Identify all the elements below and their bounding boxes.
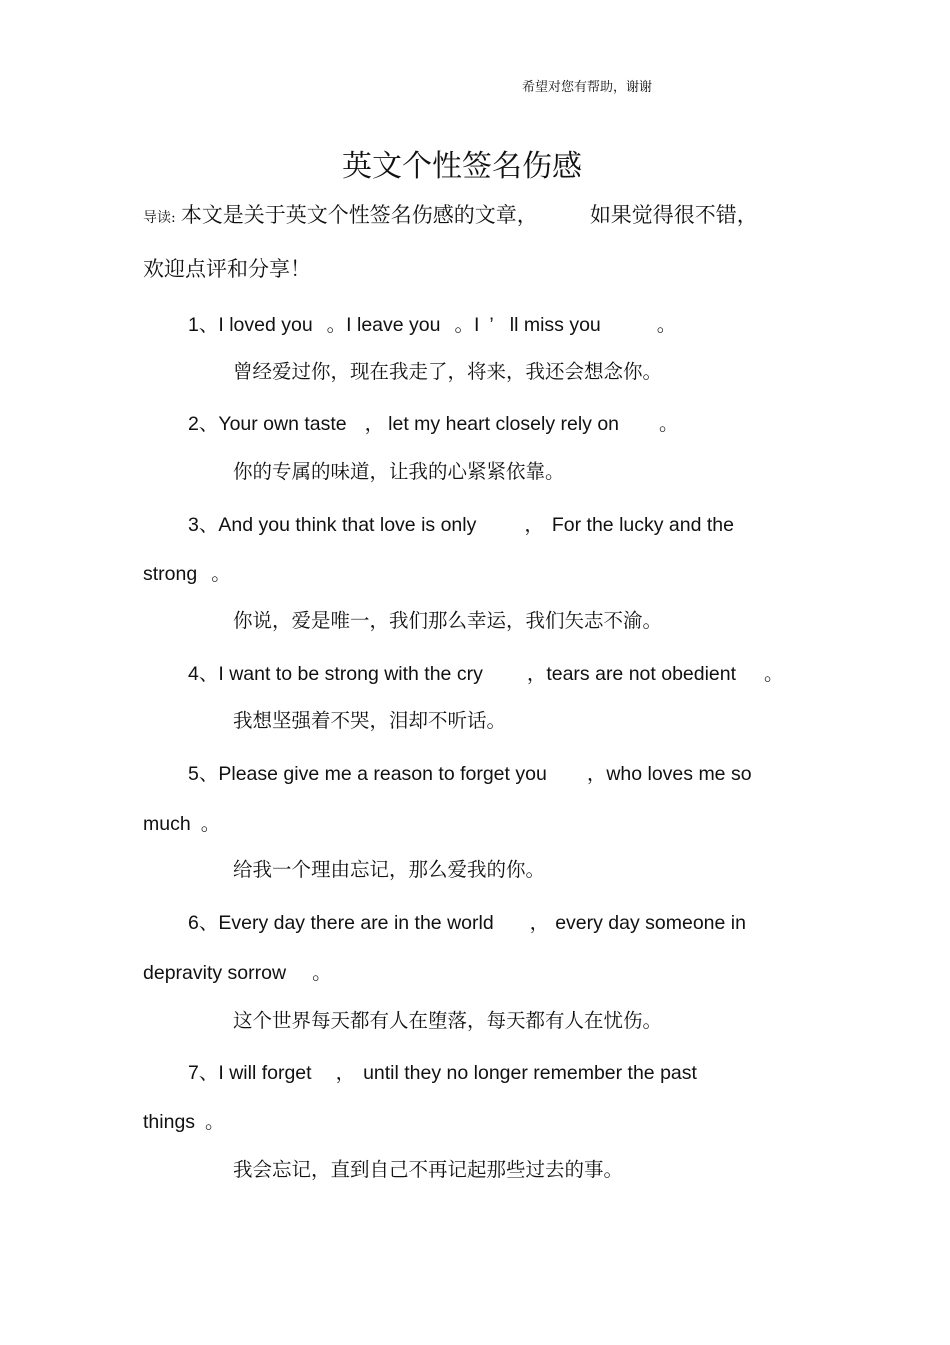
intro-text-part2: 如果觉得很不错， [589, 203, 758, 227]
item-7-en-line-2: things 。 [143, 1111, 225, 1133]
item-number: 3、 [188, 514, 219, 536]
item-5-en-line-2: much 。 [143, 813, 221, 835]
header-note: 希望对您有帮助，谢谢 [522, 80, 653, 95]
item-number: 1、 [188, 314, 219, 336]
item-6-zh: 这个世界每天都有人在堕落，每天都有人在忧伤。 [233, 1009, 663, 1032]
item-number: 7、 [188, 1062, 219, 1084]
intro-line-2: 欢迎点评和分享！ [143, 257, 311, 281]
item-1-en: 1、I loved you 。I leave you 。I ’ ll miss you 。 [188, 314, 677, 336]
item-4-en: 4、I want to be strong with the cry ，tears are not obedient 。 [188, 663, 784, 685]
item-3-en-line-2: strong 。 [143, 563, 231, 585]
item-7-zh: 我会忘记，直到自己不再记起那些过去的事。 [233, 1158, 624, 1181]
item-number: 6、 [188, 912, 219, 934]
item-2-zh: 你的专属的味道，让我的心紧紧依靠。 [233, 460, 565, 483]
item-3-zh: 你说，爱是唯一，我们那么幸运，我们矢志不渝。 [233, 609, 663, 632]
item-3-en-line-1: 3、And you think that love is only ， For the lucky and the [188, 514, 734, 536]
intro-label: 导读: [143, 210, 176, 226]
item-5-zh: 给我一个理由忘记，那么爱我的你。 [233, 858, 546, 881]
item-number: 4、 [188, 663, 219, 685]
item-1-zh: 曾经爱过你，现在我走了，将来，我还会想念你。 [233, 360, 663, 383]
item-4-zh: 我想坚强着不哭，泪却不听话。 [233, 709, 507, 732]
item-number: 5、 [188, 763, 219, 785]
item-number: 2、 [188, 413, 219, 435]
intro-line-1 [143, 199, 758, 229]
item-7-en-line-1: 7、I will forget ， until they no longer remember the past [188, 1062, 697, 1084]
item-6-en-line-2: depravity sorrow 。 [143, 962, 332, 984]
item-2-en: 2、Your own taste ， let my heart closely rely on 。 [188, 413, 679, 435]
document-title: 英文个性签名伤感 [342, 149, 582, 184]
intro-text-part1: 本文是关于英文个性签名伤感的文章， [180, 203, 538, 227]
item-6-en-line-1: 6、Every day there are in the world ， every day someone in [188, 912, 746, 934]
item-5-en-line-1: 5、Please give me a reason to forget you ，who loves me so [188, 763, 752, 785]
